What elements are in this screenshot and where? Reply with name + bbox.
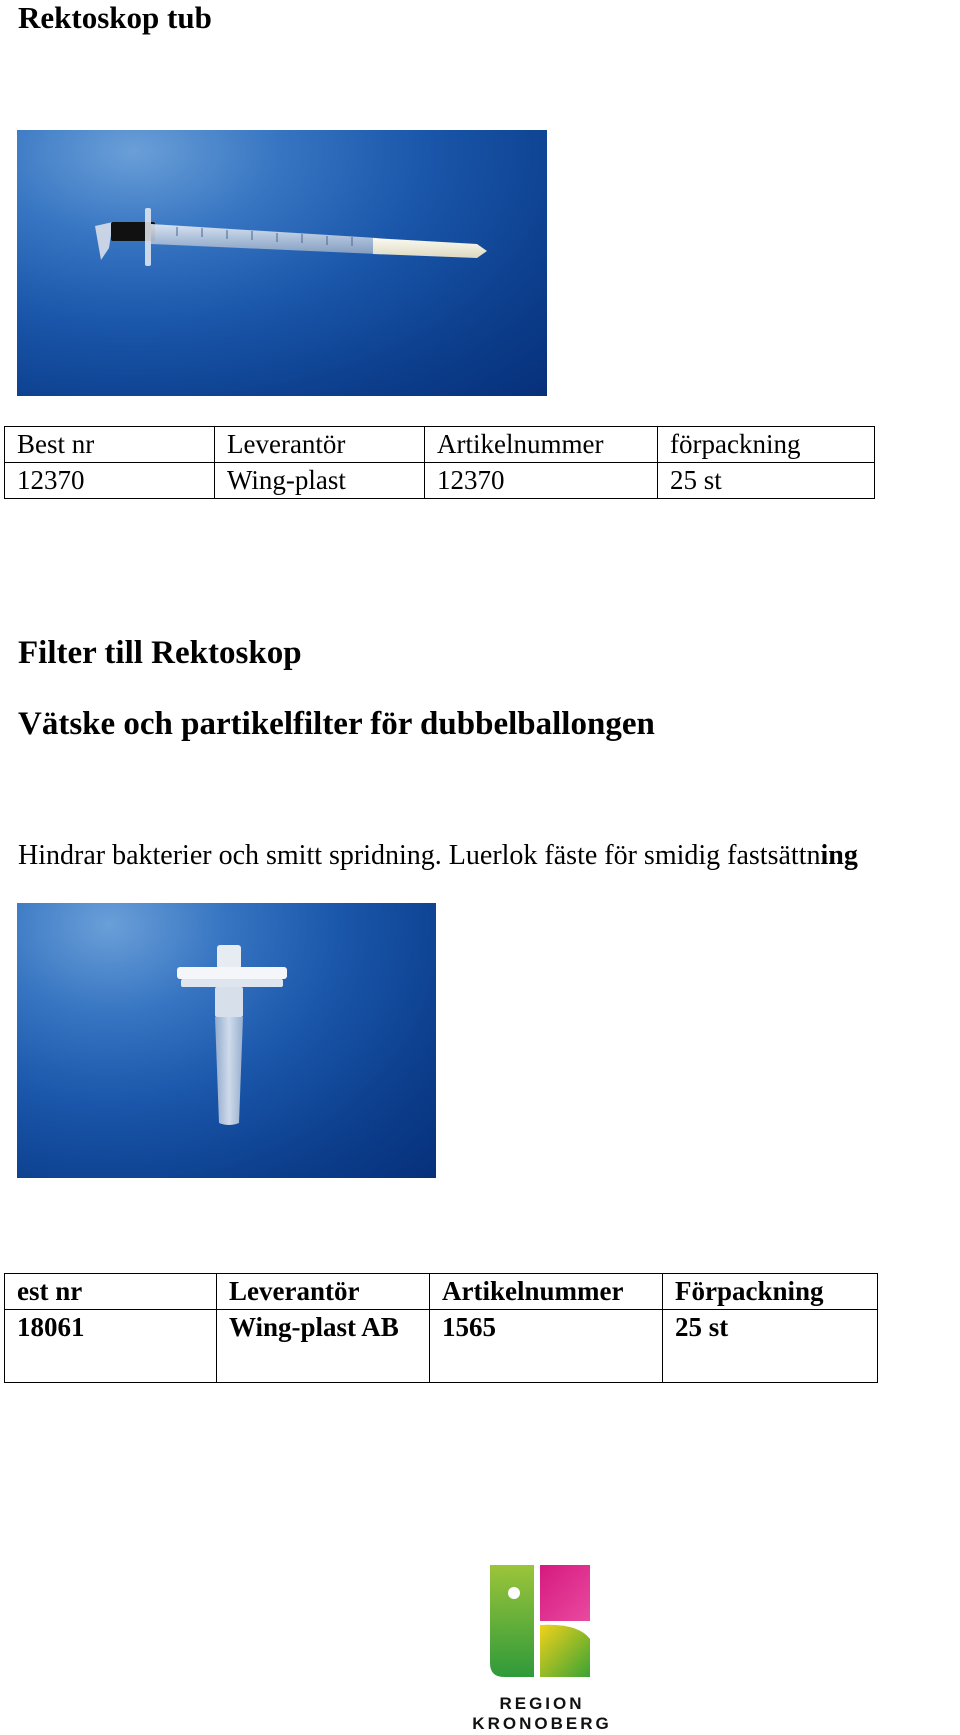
- product-table-1: [4, 426, 875, 499]
- header-cell: Best nr: [5, 427, 215, 463]
- header-cell: Artikelnummer: [430, 1274, 663, 1310]
- table-cell: 25 st: [663, 1310, 878, 1383]
- header-cell: Artikelnummer: [425, 427, 658, 463]
- table-header-row: [5, 1274, 878, 1310]
- page-title: Rektoskop tub: [18, 0, 212, 35]
- table-row: [5, 1310, 878, 1383]
- logo-text-region: REGION: [499, 1694, 585, 1713]
- table-cell: Wing-plast AB: [217, 1310, 430, 1383]
- section-subheading: Vätske och partikelfilter för dubbelballongen: [18, 706, 655, 742]
- section-heading: Filter till Rektoskop: [18, 635, 302, 671]
- filter-photo: [17, 903, 436, 1178]
- table-cell: Wing-plast: [215, 463, 425, 499]
- header-cell: est nr: [5, 1274, 217, 1310]
- table-row: [5, 463, 875, 499]
- table-cell: 25 st: [658, 463, 875, 499]
- header-cell: Förpackning: [663, 1274, 878, 1310]
- header-cell: förpackning: [658, 427, 875, 463]
- table-cell: 18061: [5, 1310, 217, 1383]
- table-cell: 12370: [425, 463, 658, 499]
- header-cell: Leverantör: [215, 427, 425, 463]
- table-header-row: [5, 427, 875, 463]
- description-bold: ing: [820, 840, 858, 871]
- product-table-2: [4, 1273, 878, 1383]
- logo-text-kronoberg: KRONOBERG: [472, 1714, 612, 1733]
- header-cell: Leverantör: [217, 1274, 430, 1310]
- region-kronoberg-logo: [490, 1565, 594, 1680]
- description-regular: Hindrar bakterier och smitt spridning. Luerlok fäste för smidig fastsättn: [18, 840, 821, 871]
- table-cell: 12370: [5, 463, 215, 499]
- table-cell: 1565: [430, 1310, 663, 1383]
- description-text: [18, 838, 858, 874]
- rectoscope-tube-photo: [17, 130, 547, 396]
